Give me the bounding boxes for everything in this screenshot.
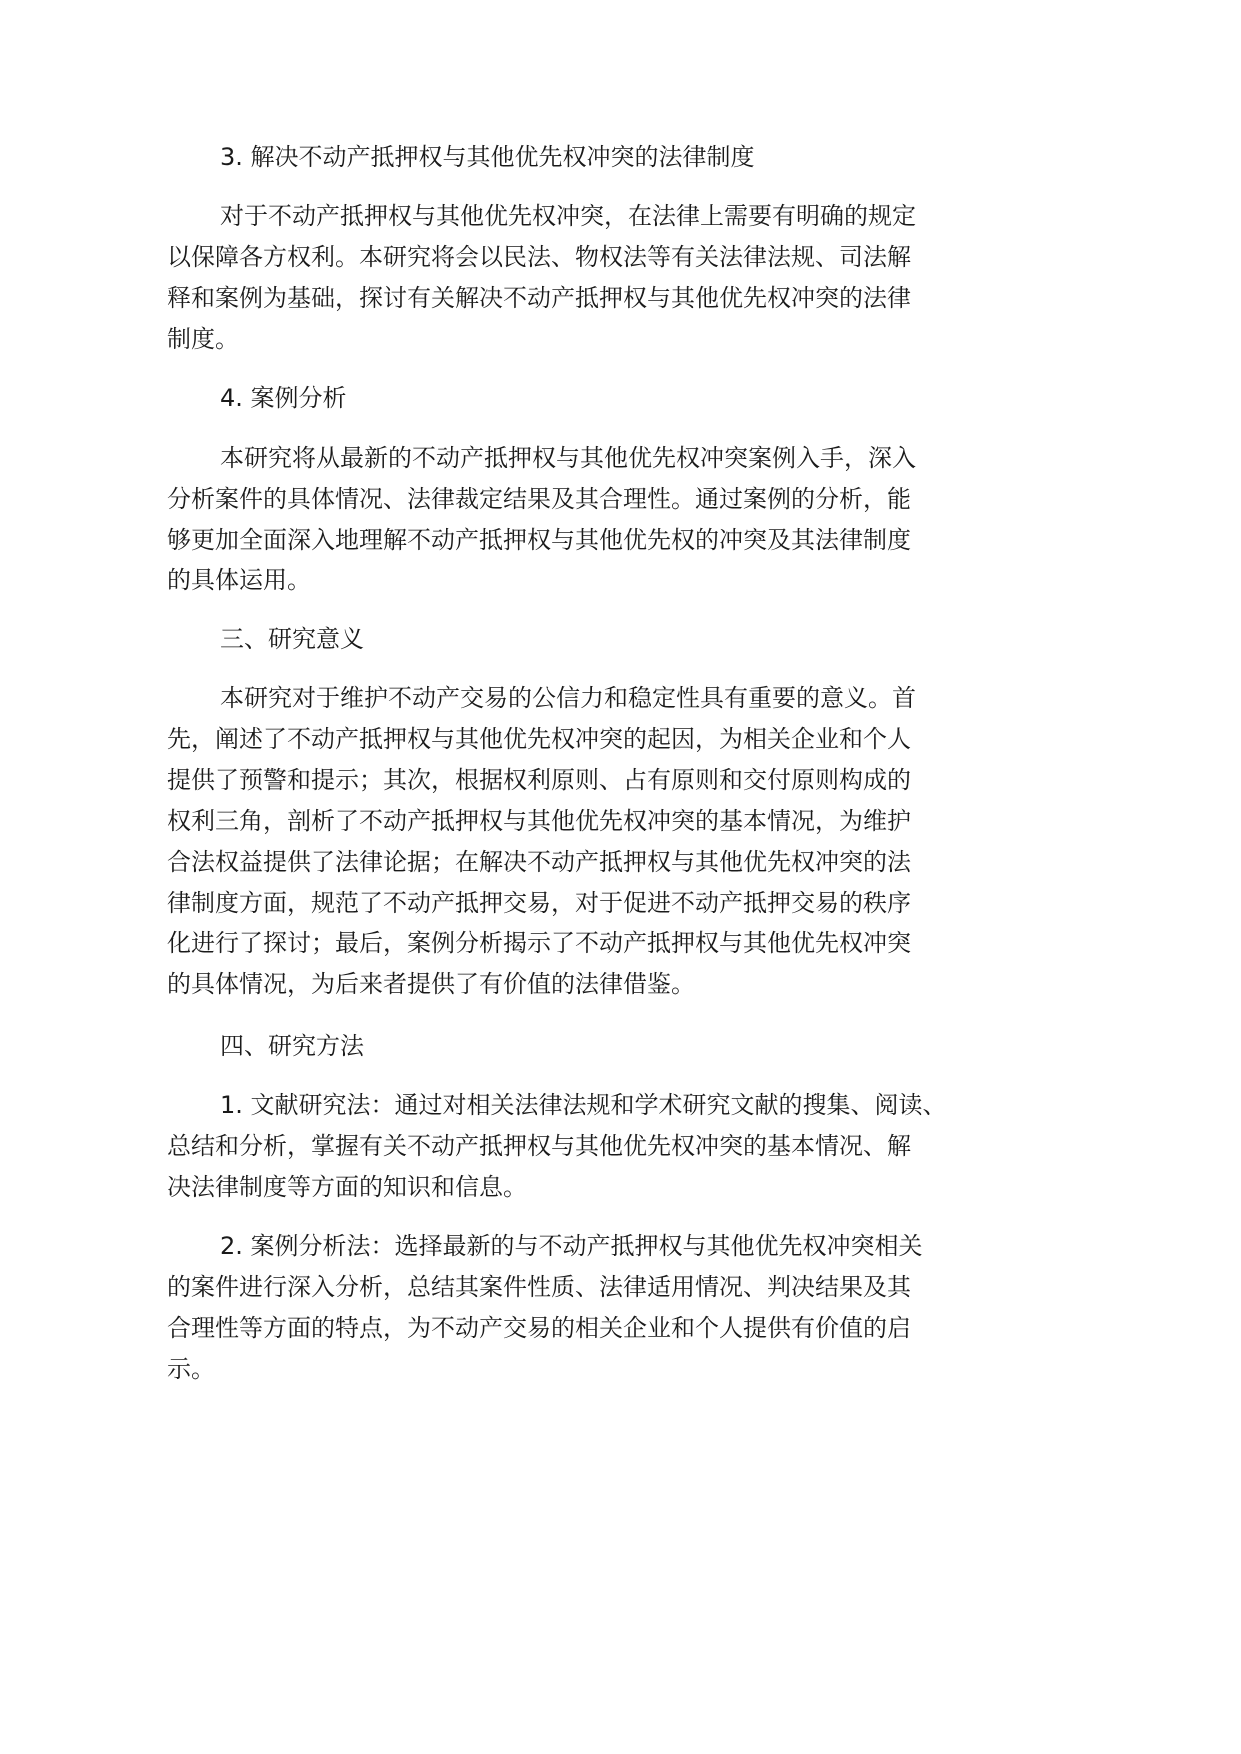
paragraph-line: 对于不动产抵押权与其他优先权冲突，在法律上需要有明确的规定 (220, 202, 916, 230)
paragraph-line: 的具体情况，为后来者提供了有价值的法律借鉴。 (167, 970, 695, 998)
paragraph-line: 合法权益提供了法律论据；在解决不动产抵押权与其他优先权冲突的法 (167, 848, 911, 876)
paragraph-line: 本研究将从最新的不动产抵押权与其他优先权冲突案例入手，深入 (220, 444, 916, 472)
paragraph-line: 分析案件的具体情况、法律裁定结果及其合理性。通过案例的分析，能 (167, 485, 911, 513)
paragraph-line: 够更加全面深入地理解不动产抵押权与其他优先权的冲突及其法律制度 (167, 526, 911, 554)
section-heading: 四、研究方法 (220, 1032, 364, 1060)
section-heading: 三、研究意义 (220, 625, 364, 653)
paragraph-line: 决法律制度等方面的知识和信息。 (167, 1173, 527, 1201)
paragraph-line: 权利三角，剖析了不动产抵押权与其他优先权冲突的基本情况，为维护 (167, 807, 911, 835)
paragraph-line: 1. 文献研究法：通过对相关法律法规和学术研究文献的搜集、阅读、 (220, 1091, 947, 1119)
paragraph-line: 提供了预警和提示；其次，根据权利原则、占有原则和交付原则构成的 (167, 766, 911, 794)
paragraph-line: 制度。 (167, 325, 239, 353)
paragraph-line: 化进行了探讨；最后，案例分析揭示了不动产抵押权与其他优先权冲突 (167, 929, 911, 957)
section-heading: 3. 解决不动产抵押权与其他优先权冲突的法律制度 (220, 143, 755, 171)
paragraph-line: 合理性等方面的特点，为不动产交易的相关企业和个人提供有价值的启 (167, 1314, 911, 1342)
paragraph-line: 总结和分析，掌握有关不动产抵押权与其他优先权冲突的基本情况、解 (167, 1132, 911, 1160)
paragraph-line: 的案件进行深入分析，总结其案件性质、法律适用情况、判决结果及其 (167, 1273, 911, 1301)
paragraph-line: 以保障各方权利。本研究将会以民法、物权法等有关法律法规、司法解 (167, 243, 911, 271)
paragraph-line: 2. 案例分析法：选择最新的与不动产抵押权与其他优先权冲突相关 (220, 1232, 923, 1260)
paragraph-line: 律制度方面，规范了不动产抵押交易，对于促进不动产抵押交易的秩序 (167, 889, 911, 917)
paragraph-line: 释和案例为基础，探讨有关解决不动产抵押权与其他优先权冲突的法律 (167, 284, 911, 312)
paragraph-line: 先，阐述了不动产抵押权与其他优先权冲突的起因，为相关企业和个人 (167, 725, 911, 753)
paragraph-line: 本研究对于维护不动产交易的公信力和稳定性具有重要的意义。首 (220, 684, 916, 712)
paragraph-line: 的具体运用。 (167, 566, 311, 594)
paragraph-line: 示。 (167, 1355, 215, 1383)
section-heading: 4. 案例分析 (220, 384, 347, 412)
